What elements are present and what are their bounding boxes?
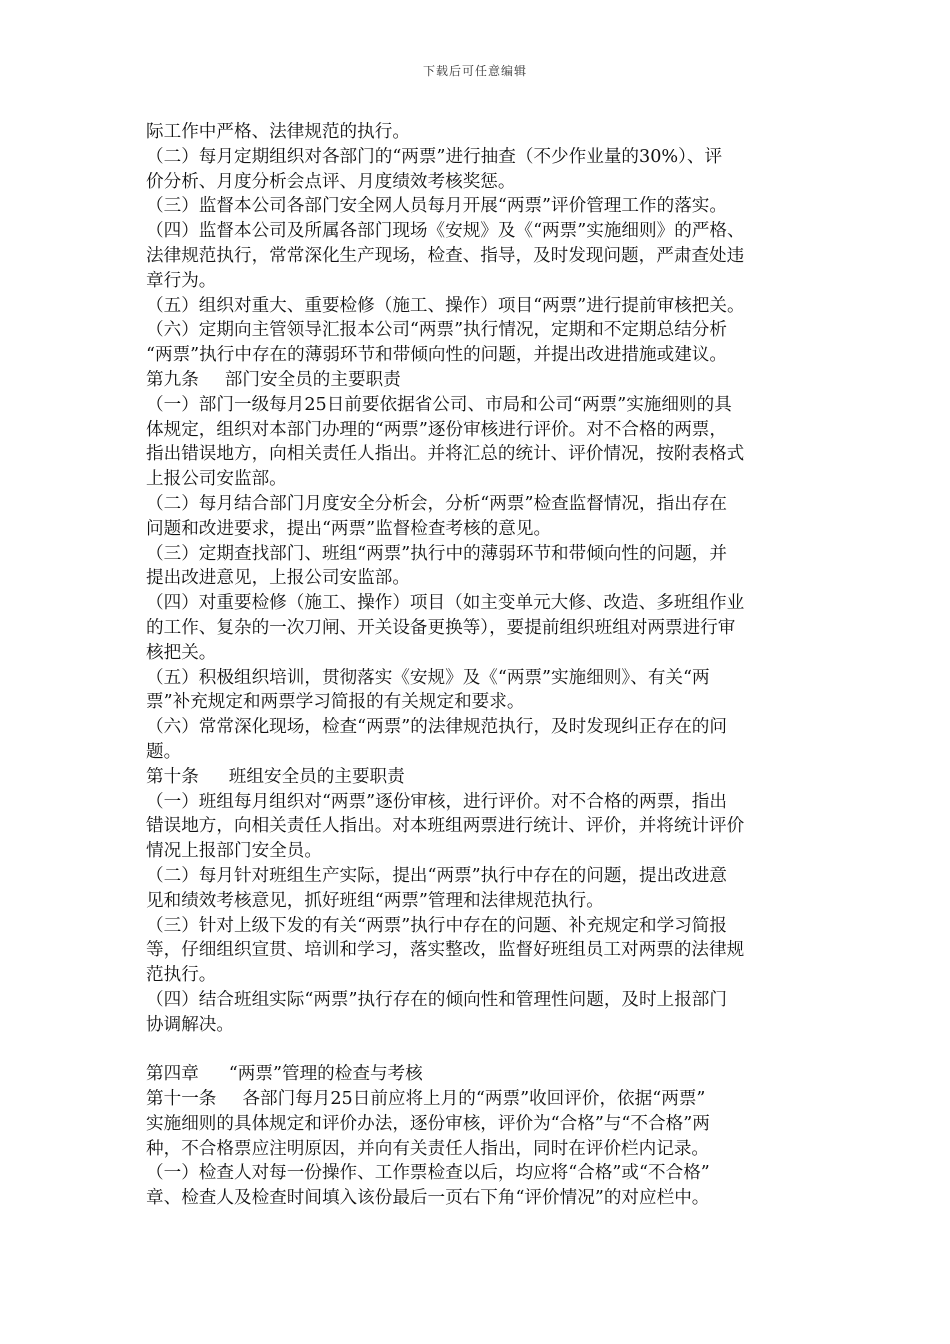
text-line: （四）对重要检修（施工、操作）项目（如主变单元大修、改造、多班组作业 (146, 593, 745, 614)
text-line: 际工作中严格、法律规范的执行。 (146, 122, 410, 142)
chapter-number: 第四章 (146, 1064, 199, 1085)
article-10-heading (146, 765, 811, 790)
article-number: 第十一条 (146, 1089, 217, 1110)
text-line: 问题和改进要求，提出“两票”监督检查考核的意见。 (146, 518, 552, 539)
text-line: （三）定期查找部门、班组“两票”执行中的薄弱环节和带倾向性的问题，并 (146, 543, 727, 564)
text-line: （一）部门一级每月25日前要依据省公司、市局和公司“两票”实施细则的具 (146, 394, 732, 415)
article-number: 第十条 (146, 766, 199, 787)
text-line: 实施细则的具体规定和评价办法，逐份审核，评价为“合格”与“不合格”两 (146, 1113, 710, 1134)
text-line: （五）组织对重大、重要检修（施工、操作）项目“两票”进行提前审核把关。 (146, 295, 745, 316)
text-line: （二）每月针对班组生产实际，提出“两票”执行中存在的问题，提出改进意 (146, 865, 727, 886)
article-11-heading (146, 1087, 811, 1112)
article-9-heading (146, 368, 811, 393)
text-line: 提出改进意见，上报公司安监部。 (146, 568, 410, 589)
text-line: 上报公司安监部。 (146, 469, 287, 490)
page-header: 下载后可任意编辑 (422, 64, 527, 78)
text-line: （二）每月结合部门月度安全分析会，分析“两票”检查监督情况，指出存在 (146, 493, 727, 514)
text-line: （五）积极组织培训，贯彻落实《安规》及《“两票”实施细则》、有关“两 (146, 667, 710, 688)
text-line: 价分析、月度分析会点评、月度绩效考核奖惩。 (146, 171, 516, 192)
text-line: 情况上报部门安全员。 (146, 841, 322, 862)
text-line: （四）监督本公司及所属各部门现场《安规》及《“两票”实施细则》的严格、 (146, 221, 745, 242)
text-line: （三）监督本公司各部门安全网人员每月开展“两票”评价管理工作的落实。 (146, 196, 727, 217)
article-text: 各部门每月25日前应将上月的“两票”收回评价，依据“两票” (242, 1089, 706, 1110)
text-line: 种，不合格票应注明原因，并向有关责任人指出，同时在评价栏内记录。 (146, 1138, 710, 1159)
text-line: （三）针对上级下发的有关“两票”执行中存在的问题、补充规定和学习简报 (146, 915, 727, 936)
article-number: 第九条 (146, 369, 199, 390)
blank-line (146, 1037, 811, 1062)
chapter-title: “两票”管理的检查与考核 (228, 1064, 423, 1085)
text-line: “两票”执行中存在的薄弱环节和带倾向性的问题，并提出改进措施或建议。 (146, 345, 727, 366)
text-line: 核把关。 (146, 642, 217, 663)
text-line: 章行为。 (146, 270, 217, 291)
text-line: 协调解决。 (146, 1014, 234, 1035)
text-line: 体规定，组织对本部门办理的“两票”逐份审核进行评价。对不合格的两票， (146, 419, 727, 440)
chapter-4-heading (146, 1062, 811, 1087)
document-body (146, 120, 811, 1211)
text-line: 法律规范执行，常常深化生产现场，检查、指导，及时发现问题，严肃查处违 (146, 245, 745, 266)
text-line: 的工作、复杂的一次刀闸、开关设备更换等），要提前组织班组对两票进行审 (146, 617, 736, 638)
text-line: 范执行。 (146, 965, 217, 986)
text-line: 票”补充规定和两票学习简报的有关规定和要求。 (146, 692, 525, 713)
text-line: （一）检查人对每一份操作、工作票检查以后，均应将“合格”或“不合格” (146, 1163, 710, 1184)
text-line: 指出错误地方，向相关责任人指出。并将汇总的统计、评价情况，按附表格式 (146, 444, 745, 465)
text-line: 题。 (146, 741, 182, 762)
text-line: 章、检查人及检查时间填入该份最后一页右下角“评价情况”的对应栏中。 (146, 1188, 710, 1209)
text-line: （一）班组每月组织对“两票”逐份审核，进行评价。对不合格的两票，指出 (146, 791, 727, 812)
article-title: 部门安全员的主要职责 (224, 369, 401, 390)
text-line: （六）常常深化现场，检查“两票”的法律规范执行，及时发现纠正存在的问 (146, 717, 727, 738)
text-line: （六）定期向主管领导汇报本公司“两票”执行情况，定期和不定期总结分析 (146, 320, 727, 341)
text-line: （四）结合班组实际“两票”执行存在的倾向性和管理性问题，及时上报部门 (146, 989, 727, 1010)
text-line: 见和绩效考核意见，抓好班组“两票”管理和法律规范执行。 (146, 890, 604, 911)
text-line: （二）每月定期组织对各部门的“两票”进行抽查（不少作业量的30%）、评 (146, 146, 723, 167)
article-title: 班组安全员的主要职责 (228, 766, 405, 787)
text-line: 错误地方，向相关责任人指出。对本班组两票进行统计、评价，并将统计评价 (146, 816, 745, 837)
text-line: 等，仔细组织宣贯、培训和学习，落实整改，监督好班组员工对两票的法律规 (146, 940, 745, 961)
